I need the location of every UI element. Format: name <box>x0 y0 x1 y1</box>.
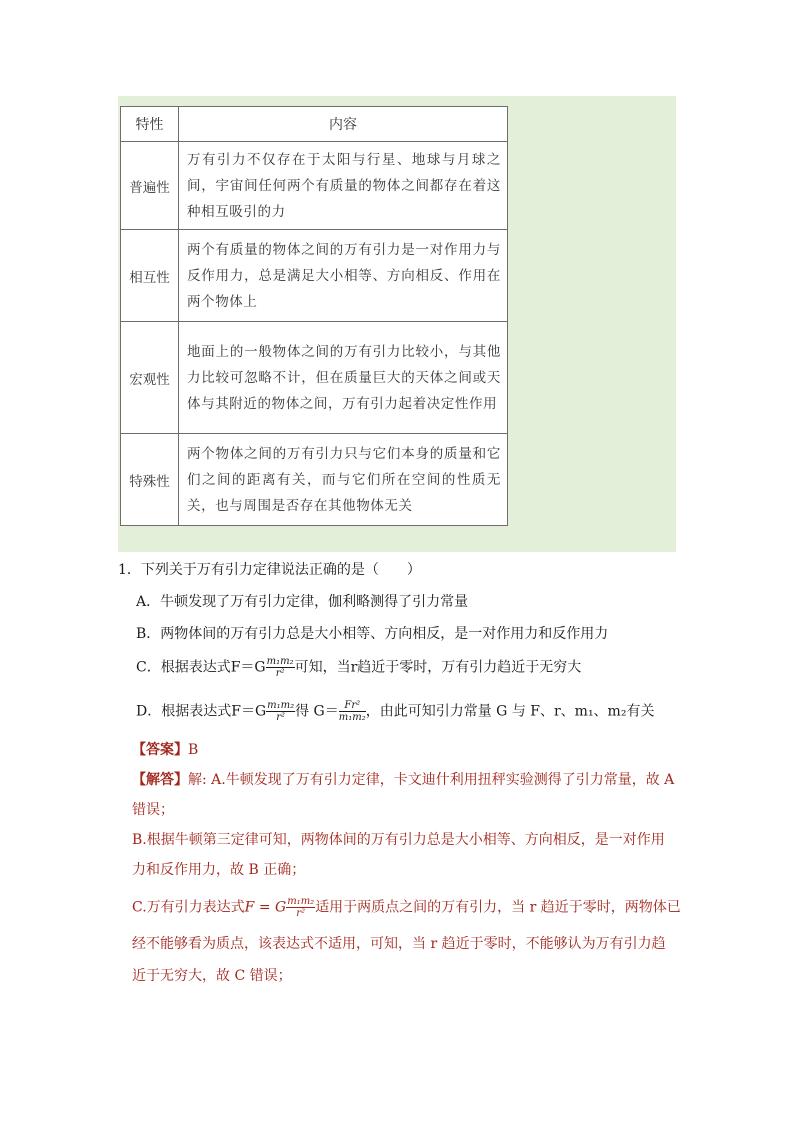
option-c-suffix: 可知，当r趋近于零时，万有引力趋近于无穷大 <box>294 659 582 676</box>
explain-a-line2: 错误； <box>132 802 174 818</box>
explain-b-line2: 力和反作用力，故 B 正确； <box>132 862 306 878</box>
explain-c-formula: F = G <box>244 899 287 916</box>
explain-a <box>132 770 692 790</box>
table-row <box>121 142 508 230</box>
explain-c-line3: 近于无穷大，故 C 错误； <box>132 968 292 984</box>
explain-b-line1: B.根据牛顿第三定律可知，两物体间的万有引力总是大小相等、方向相反，是一对作用 <box>132 832 665 848</box>
table-row <box>121 230 508 322</box>
answer-value: B <box>188 742 199 758</box>
row-desc: 万有引力不仅存在于太阳与行星、地球与月球之间，宇宙间任何两个有质量的物体之间都存在着这种相互吸引的力 <box>179 142 508 230</box>
fraction <box>266 656 295 679</box>
row-desc: 两个物体之间的万有引力只与它们本身的质量和它们之间的距离有关，而与它们所在空间的性质无关，也与周围是否存在其他物体无关 <box>179 434 508 526</box>
answer-label: 【答案】 <box>132 742 188 758</box>
explain-label: 【解答】 <box>132 772 188 788</box>
explain-a-line1: 解: A.牛顿发现了万有引力定律，卡文迪什利用扭秤实验测得了引力常量，故 A <box>188 772 675 788</box>
row-desc: 两个有质量的物体之间的万有引力是一对作用力与反作用力，总是满足大小相等、方向相反、作用在两个物体上 <box>179 230 508 322</box>
fraction <box>266 700 295 723</box>
option-d-suffix: ，由此可知引力常量 G 与 F、r、m₁、m₂有关 <box>365 703 655 720</box>
header-property: 特性 <box>121 107 179 142</box>
fraction-numerator: m₁m₂ <box>287 896 315 907</box>
fraction-numerator: m₁m₂ <box>267 700 295 711</box>
fraction <box>286 896 315 919</box>
explain-c-line2: 经不能够看为质点，该表达式不适用，可知，当 r 趋近于零时，不能够认为万有引力趋 <box>132 936 666 952</box>
table-header-row <box>121 107 508 142</box>
explain-c-prefix: C.万有引力表达式 <box>132 899 245 916</box>
option-a: A．牛顿发现了万有引力定律，伽利略测得了引力常量 <box>136 594 469 610</box>
option-d-middle: 得 G＝ <box>295 703 339 720</box>
fraction-denominator: r² <box>296 908 306 919</box>
option-d <box>136 700 706 723</box>
fraction-g-denominator: m₁m₂ <box>338 712 366 723</box>
option-c <box>136 656 706 679</box>
header-content: 内容 <box>179 107 508 142</box>
properties-table <box>120 106 508 526</box>
fraction-numerator: m₁m₂ <box>266 656 294 667</box>
answer-line <box>132 740 702 760</box>
fraction-g-numerator: Fr² <box>339 700 366 712</box>
row-desc: 地面上的一般物体之间的万有引力比较小，与其他力比较可忽略不计，但在质量巨大的天体之间或天体与其附近的物体之间，万有引力起着决定性作用 <box>179 322 508 434</box>
option-b: B．两物体间的万有引力总是大小相等、方向相反，是一对作用力和反作用力 <box>136 626 609 642</box>
option-c-prefix: C．根据表达式F＝G <box>136 659 266 676</box>
row-name: 特殊性 <box>121 434 179 526</box>
fraction-g <box>339 700 366 723</box>
row-name: 相互性 <box>121 230 179 322</box>
explain-c-line1 <box>132 896 692 919</box>
fraction-denominator: r² <box>276 712 286 723</box>
table-row <box>121 322 508 434</box>
row-name: 宏观性 <box>121 322 179 434</box>
fraction-denominator: r² <box>275 668 285 679</box>
row-name: 普遍性 <box>121 142 179 230</box>
table-row <box>121 434 508 526</box>
question-stem: 1．下列关于万有引力定律说法正确的是（ ） <box>118 562 421 578</box>
explain-c-suffix: 适用于两质点之间的万有引力，当 r 趋近于零时，两物体已 <box>315 899 681 916</box>
option-d-prefix: D．根据表达式F＝G <box>136 703 267 720</box>
